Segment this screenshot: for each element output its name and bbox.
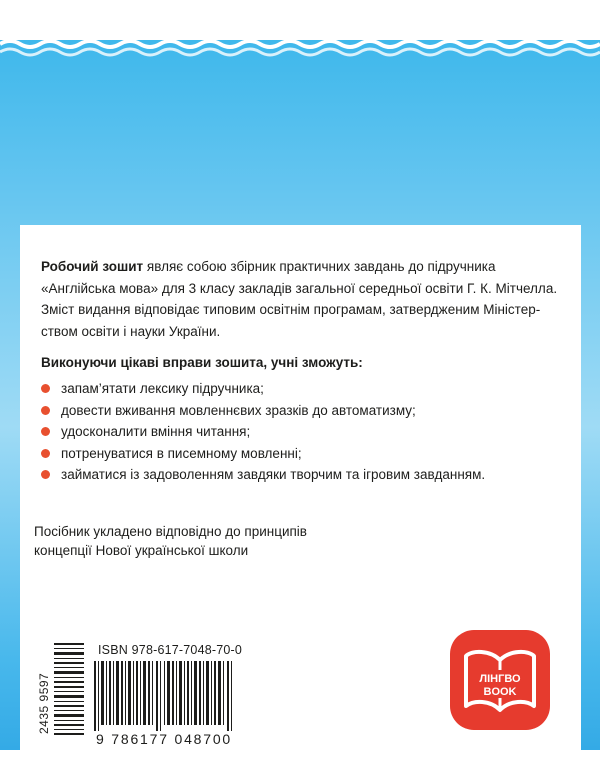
intro-lead: Робочий зошит	[41, 259, 144, 274]
bullet-dot-icon	[41, 406, 50, 415]
lingvobook-logo	[450, 630, 550, 730]
intro-line-2: «Англійська мова» для 3 класу закладів загальної середньої освіти Г. К. Мітчелла.	[41, 280, 558, 296]
list-item: потренуватися в писемному мовленні;	[41, 443, 485, 465]
logo-line-1: ЛІНГВО	[479, 673, 521, 685]
ean-barcode-icon	[94, 661, 234, 731]
content-panel	[20, 225, 581, 757]
barcode-block	[34, 643, 244, 747]
isbn-label: ISBN 978-617-7048-70-0	[98, 643, 243, 657]
skills-heading: Виконуючи цікаві вправи зошита, учні зможуть:	[41, 355, 363, 370]
note-line-2: концепції Нової української школи	[34, 543, 249, 558]
list-item: удосконалити вміння читання;	[41, 421, 485, 443]
intro-paragraph	[41, 256, 571, 342]
bullet-dot-icon	[41, 470, 50, 479]
list-item: довести вживання мовленнєвих зразків до автоматизму;	[41, 400, 485, 422]
book-logo-icon	[450, 630, 550, 730]
bullet-dot-icon	[41, 384, 50, 393]
top-margin	[0, 0, 600, 40]
bullet-dot-icon	[41, 427, 50, 436]
list-item: запам’ятати лексику підручника;	[41, 378, 485, 400]
ean-number: 9 786177 048700	[96, 731, 232, 747]
list-item: займатися із задоволенням завдяки творчим та ігровим завданням.	[41, 464, 485, 486]
nus-note	[34, 522, 307, 560]
bullet-dot-icon	[41, 449, 50, 458]
intro-line-1: являє собою збірник практичних завдань до підручника	[143, 259, 496, 274]
side-code: 2435 9597	[37, 672, 51, 734]
intro-line-4: ством освіти і науки України.	[41, 323, 221, 339]
intro-line-3: Зміст видання відповідає типовим освітнім програмам, затвердженим Міністер-	[41, 302, 541, 317]
wave-ornament	[0, 38, 600, 60]
skills-list	[41, 378, 485, 486]
note-line-1: Посібник укладено відповідно до принципів	[34, 524, 307, 539]
logo-line-2: BOOK	[483, 686, 517, 698]
side-barcode-icon	[54, 643, 84, 735]
